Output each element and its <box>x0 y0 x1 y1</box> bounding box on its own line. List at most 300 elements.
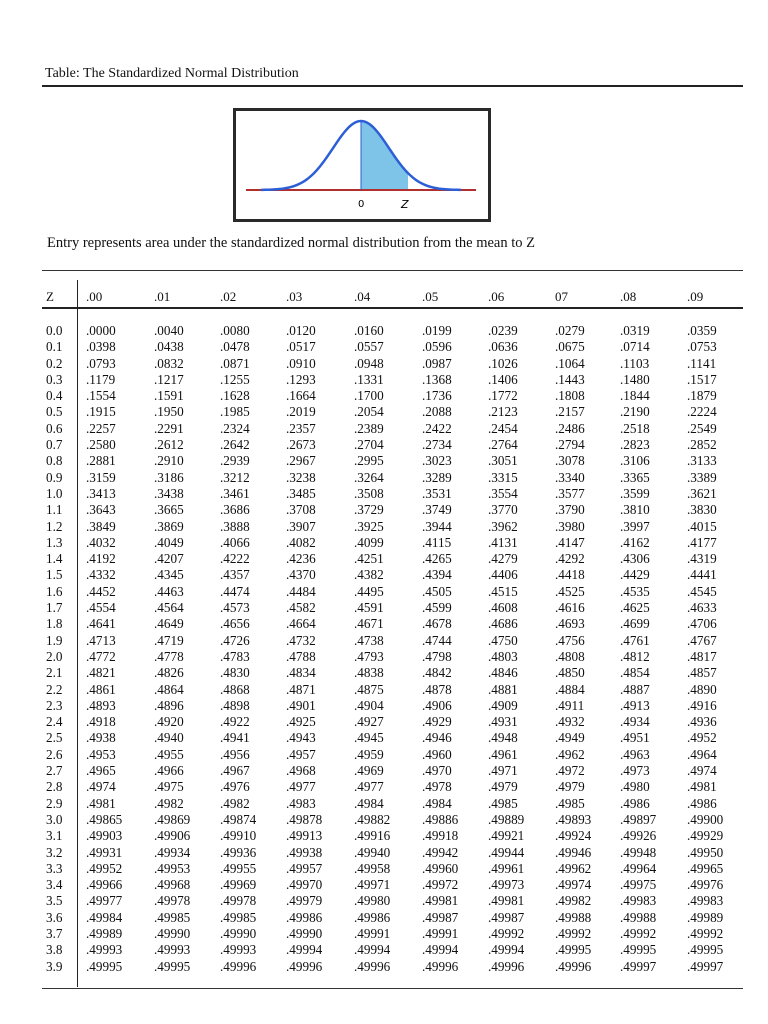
probability-cell: .4306 <box>620 551 650 567</box>
probability-cell: .0871 <box>220 355 250 371</box>
probability-cell: .3508 <box>354 485 384 501</box>
probability-cell: .49976 <box>687 877 724 893</box>
probability-cell: .4625 <box>620 600 650 616</box>
probability-cell: .3729 <box>354 502 384 518</box>
probability-cell: .4977 <box>286 779 316 795</box>
probability-cell: .49991 <box>354 925 391 941</box>
probability-cell: .4909 <box>488 697 518 713</box>
probability-cell: .2019 <box>286 404 316 420</box>
probability-cell: .4147 <box>555 534 585 550</box>
probability-cell: .3749 <box>422 502 452 518</box>
probability-cell: .2518 <box>620 420 650 436</box>
probability-cell: .49926 <box>620 828 657 844</box>
probability-cell: .4719 <box>154 632 184 648</box>
probability-cell: .4932 <box>555 714 585 730</box>
table-row <box>0 388 768 404</box>
shaded-area <box>361 121 408 190</box>
table-row <box>0 877 768 893</box>
probability-cell: .49969 <box>220 877 257 893</box>
probability-cell: .4761 <box>620 632 650 648</box>
probability-cell: .4978 <box>422 779 452 795</box>
probability-cell: .49996 <box>488 958 525 974</box>
probability-cell: .3365 <box>620 469 650 485</box>
probability-cell: .0753 <box>687 339 717 355</box>
table-row <box>0 893 768 909</box>
probability-cell: .49970 <box>286 877 323 893</box>
probability-cell: .4032 <box>86 534 116 550</box>
probability-cell: .4846 <box>488 665 518 681</box>
probability-cell: .4979 <box>555 779 585 795</box>
probability-cell: .4969 <box>354 763 384 779</box>
probability-cell: .49906 <box>154 828 191 844</box>
table-row <box>0 796 768 812</box>
table-row <box>0 747 768 763</box>
probability-cell: .3577 <box>555 485 585 501</box>
probability-cell: .49869 <box>154 811 191 827</box>
table-row <box>0 519 768 535</box>
table-row <box>0 861 768 877</box>
probability-cell: .1368 <box>422 371 452 387</box>
probability-cell: .4850 <box>555 665 585 681</box>
probability-cell: .4616 <box>555 600 585 616</box>
probability-cell: .2257 <box>86 420 116 436</box>
probability-cell: .0596 <box>422 339 452 355</box>
table-row <box>0 910 768 926</box>
probability-cell: .49936 <box>220 844 257 860</box>
probability-cell: .4830 <box>220 665 250 681</box>
z-value-cell: 1.5 <box>46 567 63 583</box>
probability-cell: .4955 <box>154 746 184 762</box>
probability-cell: .4474 <box>220 583 250 599</box>
probability-cell: .4292 <box>555 551 585 567</box>
probability-cell: .3315 <box>488 469 518 485</box>
probability-cell: .1844 <box>620 388 650 404</box>
probability-cell: .49960 <box>422 860 459 876</box>
probability-cell: .4750 <box>488 632 518 648</box>
probability-cell: .1950 <box>154 404 184 420</box>
probability-cell: .4452 <box>86 583 116 599</box>
probability-cell: .3264 <box>354 469 384 485</box>
probability-cell: .49946 <box>555 844 592 860</box>
z-value-cell: 3.5 <box>46 893 63 909</box>
z-value-cell: 2.7 <box>46 763 63 779</box>
probability-cell: .0199 <box>422 323 452 338</box>
probability-cell: .4817 <box>687 648 717 664</box>
probability-cell: .4798 <box>422 648 452 664</box>
probability-cell: .0478 <box>220 339 250 355</box>
probability-cell: .1985 <box>220 404 250 420</box>
probability-cell: .4793 <box>354 648 384 664</box>
table-body <box>0 323 768 975</box>
probability-cell: .49938 <box>286 844 323 860</box>
probability-cell: .2123 <box>488 404 518 420</box>
probability-cell: .4922 <box>220 714 250 730</box>
probability-cell: .49987 <box>488 909 525 925</box>
probability-cell: .4946 <box>422 730 452 746</box>
probability-cell: .1591 <box>154 388 184 404</box>
probability-cell: .4936 <box>687 714 717 730</box>
probability-cell: .49993 <box>154 942 191 958</box>
probability-cell: .4979 <box>488 779 518 795</box>
probability-cell: .4975 <box>154 779 184 795</box>
column-header: .02 <box>220 289 237 304</box>
probability-cell: .2910 <box>154 453 184 469</box>
table-row <box>0 600 768 616</box>
probability-cell: .1700 <box>354 388 384 404</box>
probability-cell: .0438 <box>154 339 184 355</box>
probability-cell: .49913 <box>286 828 323 844</box>
probability-cell: .4927 <box>354 714 384 730</box>
probability-cell: .49985 <box>220 909 257 925</box>
probability-cell: .0000 <box>86 323 116 338</box>
probability-cell: .49975 <box>620 877 657 893</box>
probability-cell: .2580 <box>86 437 116 453</box>
column-header: .04 <box>354 289 371 304</box>
probability-cell: .4986 <box>620 795 650 811</box>
probability-cell: .4984 <box>422 795 452 811</box>
probability-cell: .49878 <box>286 811 323 827</box>
probability-cell: .4265 <box>422 551 452 567</box>
probability-cell: .4893 <box>86 697 116 713</box>
probability-cell: .3869 <box>154 518 184 534</box>
probability-cell: .0636 <box>488 339 518 355</box>
probability-cell: .49989 <box>86 925 123 941</box>
column-header: .05 <box>422 289 439 304</box>
table-bottom-rule <box>42 988 743 989</box>
table-row <box>0 404 768 420</box>
probability-cell: .4649 <box>154 616 184 632</box>
probability-cell: .49924 <box>555 828 592 844</box>
table-caption: Entry represents area under the standardized normal distribution from the mean to Z <box>47 235 536 251</box>
probability-cell: .4925 <box>286 714 316 730</box>
probability-cell: .4505 <box>422 583 452 599</box>
table-row <box>0 502 768 518</box>
probability-cell: .4985 <box>488 795 518 811</box>
probability-cell: .4738 <box>354 632 384 648</box>
probability-cell: .4951 <box>620 730 650 746</box>
probability-cell: .49964 <box>620 860 657 876</box>
probability-cell: .4608 <box>488 600 518 616</box>
probability-cell: .1628 <box>220 388 250 404</box>
probability-cell: .4066 <box>220 534 250 550</box>
normal-curve-graphic <box>236 111 488 219</box>
probability-cell: .4968 <box>286 763 316 779</box>
z-value-cell: 0.8 <box>46 453 63 469</box>
probability-cell: .3665 <box>154 502 184 518</box>
z-value-cell: 3.4 <box>46 877 63 893</box>
probability-cell: .49997 <box>687 958 724 974</box>
probability-cell: .0239 <box>488 323 518 338</box>
probability-cell: .49950 <box>687 844 724 860</box>
probability-cell: .1879 <box>687 388 717 404</box>
z-value-cell: 2.9 <box>46 795 63 811</box>
z-value-cell: 1.7 <box>46 600 63 616</box>
probability-cell: .49961 <box>488 860 525 876</box>
probability-cell: .4162 <box>620 534 650 550</box>
probability-cell: .0517 <box>286 339 316 355</box>
probability-cell: .49962 <box>555 860 592 876</box>
probability-cell: .3997 <box>620 518 650 534</box>
probability-cell: .4131 <box>488 534 518 550</box>
probability-cell: .4981 <box>687 779 717 795</box>
table-row <box>0 567 768 583</box>
column-header: .00 <box>86 289 103 304</box>
probability-cell: .3531 <box>422 485 452 501</box>
probability-cell: .4970 <box>422 763 452 779</box>
probability-cell: .4370 <box>286 567 316 583</box>
probability-cell: .4861 <box>86 681 116 697</box>
probability-cell: .4911 <box>555 697 585 713</box>
probability-cell: .1915 <box>86 404 116 420</box>
probability-cell: .3686 <box>220 502 250 518</box>
probability-cell: .49996 <box>220 958 257 974</box>
table-row <box>0 584 768 600</box>
table-row <box>0 551 768 567</box>
probability-cell: .2054 <box>354 404 384 420</box>
probability-cell: .2157 <box>555 404 585 420</box>
probability-cell: .0279 <box>555 323 585 338</box>
z-value-cell: 2.0 <box>46 648 63 664</box>
probability-cell: .4878 <box>422 681 452 697</box>
probability-cell: .4803 <box>488 648 518 664</box>
z-value-cell: 0.1 <box>46 339 63 355</box>
probability-cell: .49994 <box>422 942 459 958</box>
probability-cell: .4808 <box>555 648 585 664</box>
probability-cell: .4706 <box>687 616 717 632</box>
probability-cell: .4082 <box>286 534 316 550</box>
probability-cell: .49978 <box>220 893 257 909</box>
probability-cell: .0359 <box>687 323 717 338</box>
probability-cell: .49973 <box>488 877 525 893</box>
probability-cell: .4207 <box>154 551 184 567</box>
probability-cell: .4778 <box>154 648 184 664</box>
probability-cell: .4641 <box>86 616 116 632</box>
probability-cell: .4896 <box>154 697 184 713</box>
probability-cell: .4934 <box>620 714 650 730</box>
probability-cell: .49886 <box>422 811 459 827</box>
probability-cell: .0793 <box>86 355 116 371</box>
probability-cell: .4956 <box>220 746 250 762</box>
zero-label: 0 <box>358 199 365 210</box>
z-label: Z <box>401 198 409 211</box>
probability-cell: .1217 <box>154 371 184 387</box>
probability-cell: .0714 <box>620 339 650 355</box>
probability-cell: .4656 <box>220 616 250 632</box>
probability-cell: .49918 <box>422 828 459 844</box>
probability-cell: .4821 <box>86 665 116 681</box>
probability-cell: .4871 <box>286 681 316 697</box>
probability-cell: .4671 <box>354 616 384 632</box>
probability-cell: .4967 <box>220 763 250 779</box>
probability-cell: .4977 <box>354 779 384 795</box>
probability-cell: .1664 <box>286 388 316 404</box>
probability-cell: .1480 <box>620 371 650 387</box>
probability-cell: .0557 <box>354 339 384 355</box>
probability-cell: .49991 <box>422 925 459 941</box>
probability-cell: .2995 <box>354 453 384 469</box>
probability-cell: .49992 <box>620 925 657 941</box>
probability-cell: .0832 <box>154 355 184 371</box>
probability-cell: .1808 <box>555 388 585 404</box>
probability-cell: .1103 <box>620 355 650 371</box>
table-row <box>0 942 768 958</box>
probability-cell: .49934 <box>154 844 191 860</box>
probability-cell: .3485 <box>286 485 316 501</box>
probability-cell: .49994 <box>488 942 525 958</box>
probability-cell: .2823 <box>620 437 650 453</box>
probability-cell: .4887 <box>620 681 650 697</box>
probability-cell: .1331 <box>354 371 384 387</box>
probability-cell: .49997 <box>620 958 657 974</box>
probability-cell: .4564 <box>154 600 184 616</box>
probability-cell: .4251 <box>354 551 384 567</box>
probability-cell: .49995 <box>687 942 724 958</box>
probability-cell: .4554 <box>86 600 116 616</box>
probability-cell: .2612 <box>154 437 184 453</box>
probability-cell: .4881 <box>488 681 518 697</box>
probability-cell: .49940 <box>354 844 391 860</box>
probability-cell: .0120 <box>286 323 316 338</box>
probability-cell: .4826 <box>154 665 184 681</box>
z-value-cell: 2.5 <box>46 730 63 746</box>
probability-cell: .4976 <box>220 779 250 795</box>
header-rule <box>42 307 743 309</box>
probability-cell: .2734 <box>422 437 452 453</box>
probability-cell: .4957 <box>286 746 316 762</box>
probability-cell: .2224 <box>687 404 717 420</box>
z-value-cell: 3.1 <box>46 828 63 844</box>
probability-cell: .4981 <box>86 795 116 811</box>
probability-cell: .49882 <box>354 811 391 827</box>
probability-cell: .0948 <box>354 355 384 371</box>
probability-cell: .4599 <box>422 600 452 616</box>
probability-cell: .4633 <box>687 600 717 616</box>
probability-cell: .4913 <box>620 697 650 713</box>
probability-cell: .3643 <box>86 502 116 518</box>
column-header: 07 <box>555 289 568 304</box>
probability-cell: .49982 <box>555 893 592 909</box>
probability-cell: .49988 <box>555 909 592 925</box>
table-row <box>0 665 768 681</box>
probability-cell: .49921 <box>488 828 525 844</box>
probability-cell: .2324 <box>220 420 250 436</box>
probability-cell: .3599 <box>620 485 650 501</box>
probability-cell: .4545 <box>687 583 717 599</box>
probability-cell: .49995 <box>154 958 191 974</box>
table-row <box>0 356 768 372</box>
probability-cell: .4582 <box>286 600 316 616</box>
probability-cell: .0160 <box>354 323 384 338</box>
probability-cell: .4904 <box>354 697 384 713</box>
probability-cell: .49980 <box>354 893 391 909</box>
table-row <box>0 453 768 469</box>
probability-cell: .0675 <box>555 339 585 355</box>
probability-cell: .4744 <box>422 632 452 648</box>
probability-cell: .4868 <box>220 681 250 697</box>
column-header: .09 <box>687 289 704 304</box>
probability-cell: .4699 <box>620 616 650 632</box>
probability-cell: .49944 <box>488 844 525 860</box>
probability-cell: .49995 <box>555 942 592 958</box>
probability-cell: .49931 <box>86 844 123 860</box>
z-value-cell: 3.9 <box>46 958 63 974</box>
probability-cell: .4971 <box>488 763 518 779</box>
probability-cell: .49996 <box>286 958 323 974</box>
z-value-cell: 2.4 <box>46 714 63 730</box>
probability-cell: .49897 <box>620 811 657 827</box>
z-value-cell: 3.8 <box>46 942 63 958</box>
table-row <box>0 339 768 355</box>
probability-cell: .4864 <box>154 681 184 697</box>
probability-cell: .4115 <box>422 534 452 550</box>
probability-cell: .49990 <box>154 925 191 941</box>
probability-cell: .4965 <box>86 763 116 779</box>
probability-cell: .4772 <box>86 648 116 664</box>
probability-cell: .49992 <box>687 925 724 941</box>
probability-cell: .2422 <box>422 420 452 436</box>
probability-cell: .2454 <box>488 420 518 436</box>
probability-cell: .49994 <box>354 942 391 958</box>
probability-cell: .2881 <box>86 453 116 469</box>
probability-cell: .3289 <box>422 469 452 485</box>
probability-cell: .2967 <box>286 453 316 469</box>
probability-cell: .4686 <box>488 616 518 632</box>
probability-cell: .4961 <box>488 746 518 762</box>
probability-cell: .49966 <box>86 877 123 893</box>
probability-cell: .1064 <box>555 355 585 371</box>
probability-cell: .4192 <box>86 551 116 567</box>
probability-cell: .4842 <box>422 665 452 681</box>
probability-cell: .49971 <box>354 877 391 893</box>
probability-cell: .3078 <box>555 453 585 469</box>
probability-cell: .4495 <box>354 583 384 599</box>
probability-cell: .1141 <box>687 355 717 371</box>
probability-cell: .4943 <box>286 730 316 746</box>
probability-cell: .4678 <box>422 616 452 632</box>
column-header: .06 <box>488 289 505 304</box>
probability-cell: .2939 <box>220 453 250 469</box>
probability-cell: .1554 <box>86 388 116 404</box>
probability-cell: .3925 <box>354 518 384 534</box>
probability-cell: .4177 <box>687 534 717 550</box>
probability-cell: .3944 <box>422 518 452 534</box>
probability-cell: .49965 <box>687 860 724 876</box>
probability-cell: .4980 <box>620 779 650 795</box>
z-value-cell: 0.0 <box>46 323 63 338</box>
table-row <box>0 535 768 551</box>
probability-cell: .4099 <box>354 534 384 550</box>
probability-cell: .49942 <box>422 844 459 860</box>
normal-curve-figure <box>233 108 491 222</box>
probability-cell: .3770 <box>488 502 518 518</box>
z-value-cell: 1.2 <box>46 518 63 534</box>
probability-cell: .4049 <box>154 534 184 550</box>
probability-cell: .4901 <box>286 697 316 713</box>
probability-cell: .4015 <box>687 518 717 534</box>
probability-cell: .4960 <box>422 746 452 762</box>
probability-cell: .0910 <box>286 355 316 371</box>
probability-cell: .4974 <box>687 763 717 779</box>
probability-cell: .2852 <box>687 437 717 453</box>
probability-cell: .2190 <box>620 404 650 420</box>
z-value-cell: 2.8 <box>46 779 63 795</box>
probability-cell: .4834 <box>286 665 316 681</box>
probability-cell: .4525 <box>555 583 585 599</box>
table-row <box>0 959 768 975</box>
probability-cell: .3212 <box>220 469 250 485</box>
probability-cell: .4783 <box>220 648 250 664</box>
z-value-cell: 1.6 <box>46 583 63 599</box>
